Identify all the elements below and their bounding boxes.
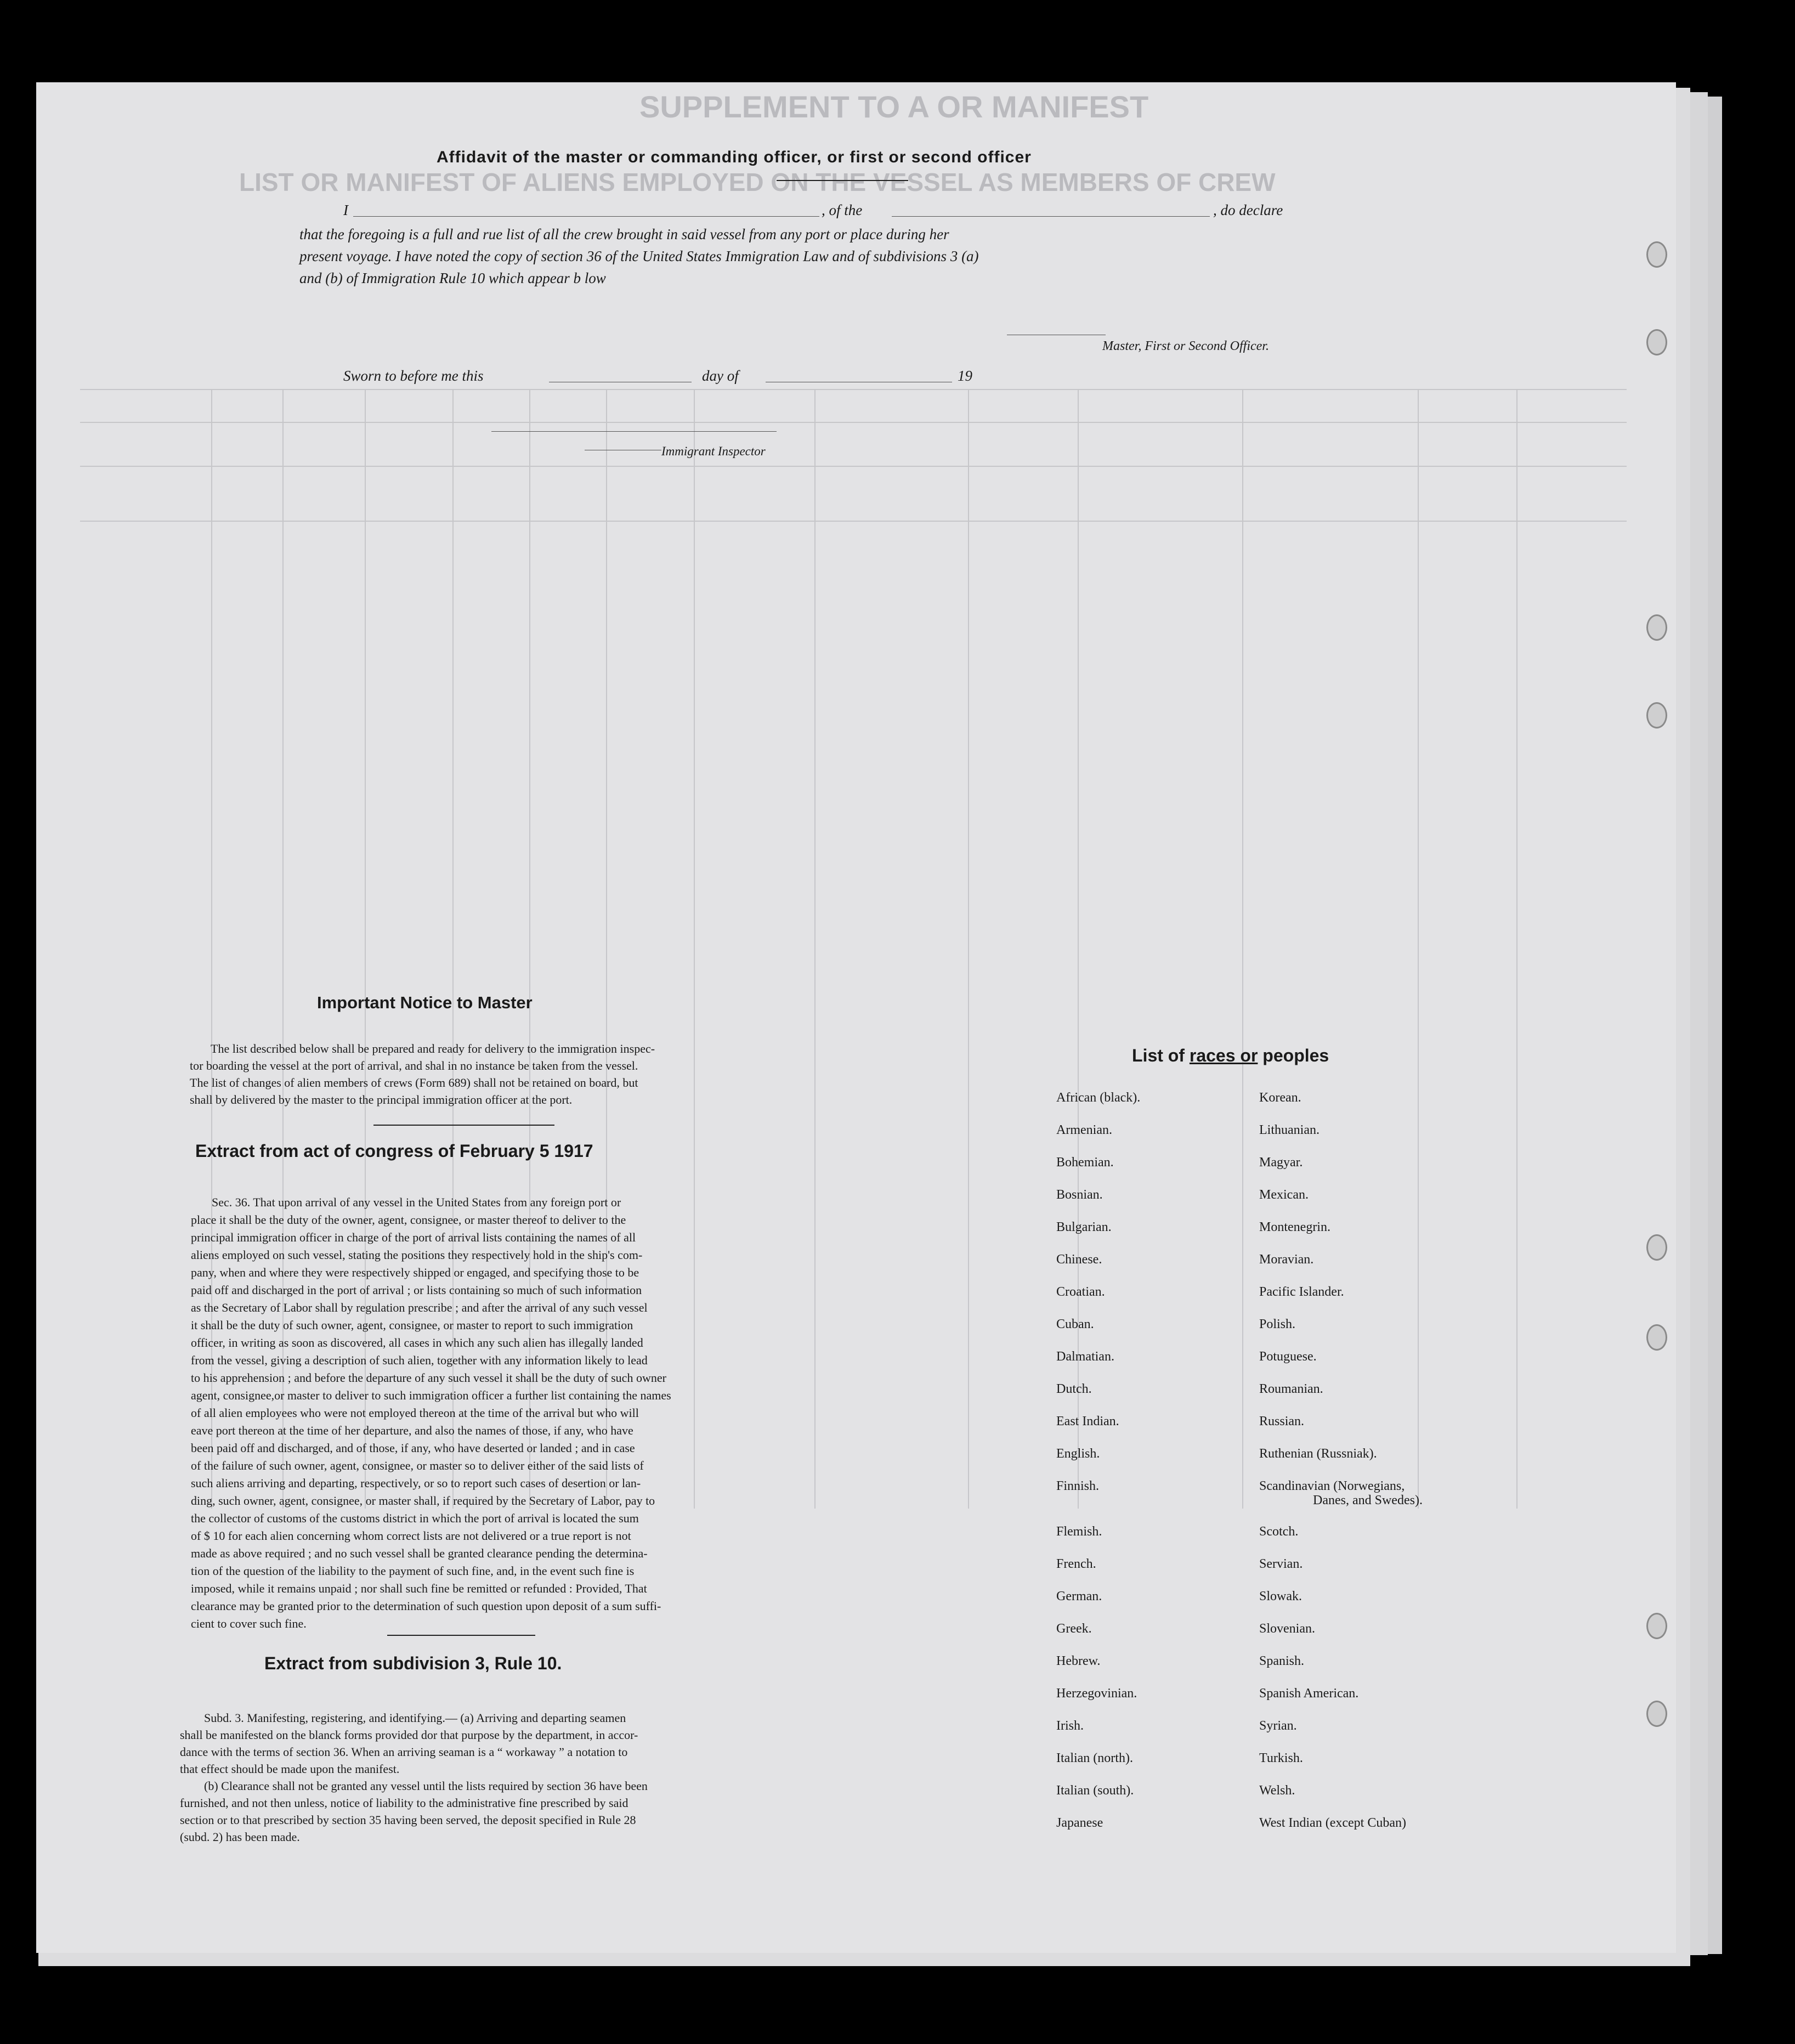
act-line: it shall be the duty of such owner, agent, consignee, or master to report to such immigration: [191, 1318, 633, 1332]
inspector-label: Immigrant Inspector: [661, 444, 766, 458]
act-line: paid off and discharged in the port of arrival ; or lists containing so much of such information: [191, 1283, 642, 1297]
race-item: Bosnian.: [1056, 1188, 1103, 1202]
race-item: Danes, and Swedes).: [1313, 1493, 1423, 1507]
divider: [373, 1125, 554, 1126]
act-line: of all alien employees who were not employed thereon at the time of the arrival but who will: [191, 1406, 639, 1420]
act-line: eave port thereon at the time of her departure, and also the names of those, if any, who have: [191, 1424, 633, 1437]
binding-hole: [1646, 702, 1667, 729]
act-line: ding, such owner, agent, consignee, or master shall, if required by the Secretary of Labor, pay to: [191, 1494, 655, 1507]
race-item: Mexican.: [1259, 1188, 1309, 1202]
divider: [777, 180, 908, 181]
affidavit-declare-label: , do declare: [1213, 202, 1283, 218]
act-line: agent, consignee,or master to deliver to such immigration officer a further list containing the names: [191, 1388, 671, 1402]
notice-title: Important Notice to Master: [317, 993, 533, 1012]
rule-line: shall be manifested on the blanck forms provided dor that purpose by the department, in accor-: [180, 1728, 638, 1742]
race-item: Armenian.: [1056, 1123, 1112, 1137]
race-item: Lithuanian.: [1259, 1123, 1320, 1137]
binding-hole: [1646, 1324, 1667, 1351]
act-line: the collector of customs of the customs district in which the port of arrival is located the sum: [191, 1511, 639, 1525]
rule-extract-text: [180, 1709, 648, 1845]
divider: [387, 1635, 535, 1636]
act-line: tion of the question of the liability to the payment of such fine, and, in the event such fine is: [191, 1564, 635, 1578]
binding-hole: [1646, 614, 1667, 641]
notice-text: [190, 1040, 655, 1108]
year-prefix: 19: [958, 368, 972, 384]
race-item: Syrian.: [1259, 1719, 1297, 1733]
race-item: Magyar.: [1259, 1155, 1303, 1170]
affidavit-i-label: I: [343, 202, 348, 218]
race-item: French.: [1056, 1557, 1096, 1571]
races-title-underlined: races or: [1189, 1046, 1258, 1065]
race-item: Hebrew.: [1056, 1654, 1101, 1668]
affidavit-text-line: present voyage. I have noted the copy of section 36 of the United States Immigration Law and of subdivisions 3 (a): [299, 248, 979, 264]
act-line: as the Secretary of Labor shall by regulation prescribe ; and after the arrival of any such vessel: [191, 1301, 648, 1314]
vessel-name-line: [892, 216, 1210, 217]
act-line: to his apprehension ; and before the departure of any such vessel it shall be the duty of such owner: [191, 1371, 666, 1385]
race-item: Flemish.: [1056, 1524, 1102, 1539]
act-line: place it shall be the duty of the owner, agent, consignee, or master thereof to deliver to the: [191, 1213, 626, 1227]
race-item: Scotch.: [1259, 1524, 1299, 1539]
act-line: of $ 10 for each alien concerning whom correct lists are not delivered or a true report is not: [191, 1529, 631, 1543]
affidavit-of-the-label: , of the: [822, 202, 863, 218]
act-line: imposed, while it remains unpaid ; nor shall such fine be remitted or refunded : Provided, That: [191, 1582, 647, 1595]
act-line: clearance may be granted prior to the determination of such question upon deposit of a sum suffi-: [191, 1599, 661, 1613]
act-line: made as above required ; and no such vessel shall be granted clearance pending the determina-: [191, 1546, 648, 1560]
races-title-prefix: List of: [1132, 1046, 1185, 1065]
race-item: Polish.: [1259, 1317, 1296, 1331]
rule-line: section or to that prescribed by section 35 having been served, the deposit specified in Rule 28: [180, 1813, 636, 1827]
act-line: from the vessel, giving a description of such alien, together with any information likely to lead: [191, 1353, 648, 1367]
notice-line: The list of changes of alien members of crews (Form 689) shall not be retained on board, but: [190, 1076, 638, 1089]
affidavit-title: Affidavit of the master or commanding officer, or first or second officer: [437, 148, 1032, 166]
act-line: such aliens arriving and departing, respectively, or so to report such cases of desertion or lan-: [191, 1476, 641, 1490]
race-item: Greek.: [1056, 1622, 1092, 1636]
rule-line: that effect should be made upon the manifest.: [180, 1762, 400, 1776]
master-signature-label: Master, First or Second Officer.: [1102, 339, 1269, 353]
race-item: Slowak.: [1259, 1589, 1302, 1603]
race-item: Welsh.: [1259, 1783, 1295, 1798]
day-of-label: day of: [702, 368, 739, 384]
binding-hole: [1646, 241, 1667, 268]
bleed-through-header: SUPPLEMENT TO A OR MANIFEST: [639, 89, 1149, 124]
binding-hole: [1646, 329, 1667, 355]
race-item: Finnish.: [1056, 1479, 1100, 1493]
notice-line: tor boarding the vessel at the port of arrival, and shal in no instance be taken from the vessel.: [190, 1059, 638, 1072]
act-line: officer, in writing as soon as discovered, all cases in which any such alien has illegally landed: [191, 1336, 643, 1350]
act-line: aliens employed on such vessel, stating the positions they respectively hold in the ship's com-: [191, 1248, 643, 1262]
race-item: Dalmatian.: [1056, 1350, 1114, 1364]
race-item: German.: [1056, 1589, 1102, 1603]
race-item: Herzegovinian.: [1056, 1686, 1137, 1701]
race-item: Pacific Islander.: [1259, 1285, 1344, 1299]
race-item: Bohemian.: [1056, 1155, 1114, 1170]
race-item: Spanish.: [1259, 1654, 1305, 1668]
act-line: Sec. 36. That upon arrival of any vessel in the United States from any foreign port or: [212, 1195, 621, 1209]
race-item: East Indian.: [1056, 1414, 1119, 1428]
race-item: Italian (south).: [1056, 1783, 1134, 1798]
race-item: Turkish.: [1259, 1751, 1303, 1765]
act-extract-text: [191, 1194, 671, 1633]
notice-line: shall by delivered by the master to the principal immigration officer at the port.: [190, 1093, 573, 1106]
race-item: Korean.: [1259, 1091, 1301, 1105]
officer-name-line: [353, 216, 819, 217]
race-item: Russian.: [1259, 1414, 1305, 1428]
rule-line: (subd. 2) has been made.: [180, 1830, 300, 1844]
races-title: [1132, 1046, 1329, 1066]
race-item: Montenegrin.: [1259, 1220, 1330, 1234]
race-item: Japanese: [1056, 1816, 1103, 1830]
race-item: African (black).: [1056, 1091, 1141, 1105]
affidavit-text-line: that the foregoing is a full and rue list of all the crew brought in said vessel from any port or place during her: [299, 226, 949, 242]
race-item: Potuguese.: [1259, 1350, 1317, 1364]
race-item: Italian (north).: [1056, 1751, 1133, 1765]
race-item: Roumanian.: [1259, 1382, 1323, 1396]
act-line: cient to cover such fine.: [191, 1617, 307, 1630]
act-extract-title: Extract from act of congress of February 5 1917: [195, 1141, 593, 1161]
affidavit-text-line: and (b) of Immigration Rule 10 which appear b low: [299, 270, 606, 286]
rule-line: dance with the terms of section 36. When an arriving seaman is a “ workaway ” a notation to: [180, 1745, 628, 1759]
bleed-through-subheader: LIST OR MANIFEST OF ALIENS EMPLOYED ON THE VESSEL AS MEMBERS OF CREW: [239, 168, 1276, 196]
race-item: Cuban.: [1056, 1317, 1094, 1331]
race-item: Scandinavian (Norwegians,: [1259, 1479, 1405, 1493]
act-line: been paid off and discharged, and of those, if any, who have deserted or landed ; and in case: [191, 1441, 635, 1455]
race-item: Moravian.: [1259, 1252, 1314, 1267]
races-title-suffix: peoples: [1262, 1046, 1329, 1065]
sworn-label: Sworn to before me this: [343, 368, 484, 384]
race-item: Croatian.: [1056, 1285, 1105, 1299]
act-line: principal immigration officer in charge of the port of arrival lists containing the names of all: [191, 1230, 636, 1244]
race-item: Chinese.: [1056, 1252, 1102, 1267]
inspector-signature-line: [491, 431, 777, 432]
binding-hole: [1646, 1613, 1667, 1639]
rule-line: furnished, and not then unless, notice of liability to the administrative fine prescribed by said: [180, 1796, 628, 1810]
race-item: English.: [1056, 1447, 1100, 1461]
rule-line: Subd. 3. Manifesting, registering, and identifying.— (a) Arriving and departing seamen: [204, 1711, 626, 1725]
binding-hole: [1646, 1234, 1667, 1261]
rule-extract-title: Extract from subdivision 3, Rule 10.: [264, 1653, 562, 1673]
race-item: Irish.: [1056, 1719, 1084, 1733]
manifest-back-page: [36, 82, 1676, 1953]
notice-line: The list described below shall be prepared and ready for delivery to the immigration inspec-: [211, 1042, 655, 1055]
race-item: West Indian (except Cuban): [1259, 1816, 1406, 1830]
binding-hole: [1646, 1701, 1667, 1727]
act-line: of the failure of such owner, agent, consignee, or master so to deliver either of the said lists of: [191, 1459, 644, 1472]
race-item: Servian.: [1259, 1557, 1303, 1571]
race-item: Slovenian.: [1259, 1622, 1315, 1636]
race-item: Dutch.: [1056, 1382, 1092, 1396]
race-item: Bulgarian.: [1056, 1220, 1112, 1234]
rule-line: (b) Clearance shall not be granted any vessel until the lists required by section 36 have been: [204, 1779, 648, 1793]
race-item: Spanish American.: [1259, 1686, 1359, 1701]
race-item: Ruthenian (Russniak).: [1259, 1447, 1377, 1461]
act-line: pany, when and where they were respectively shipped or engaged, and specifying those to be: [191, 1266, 639, 1279]
